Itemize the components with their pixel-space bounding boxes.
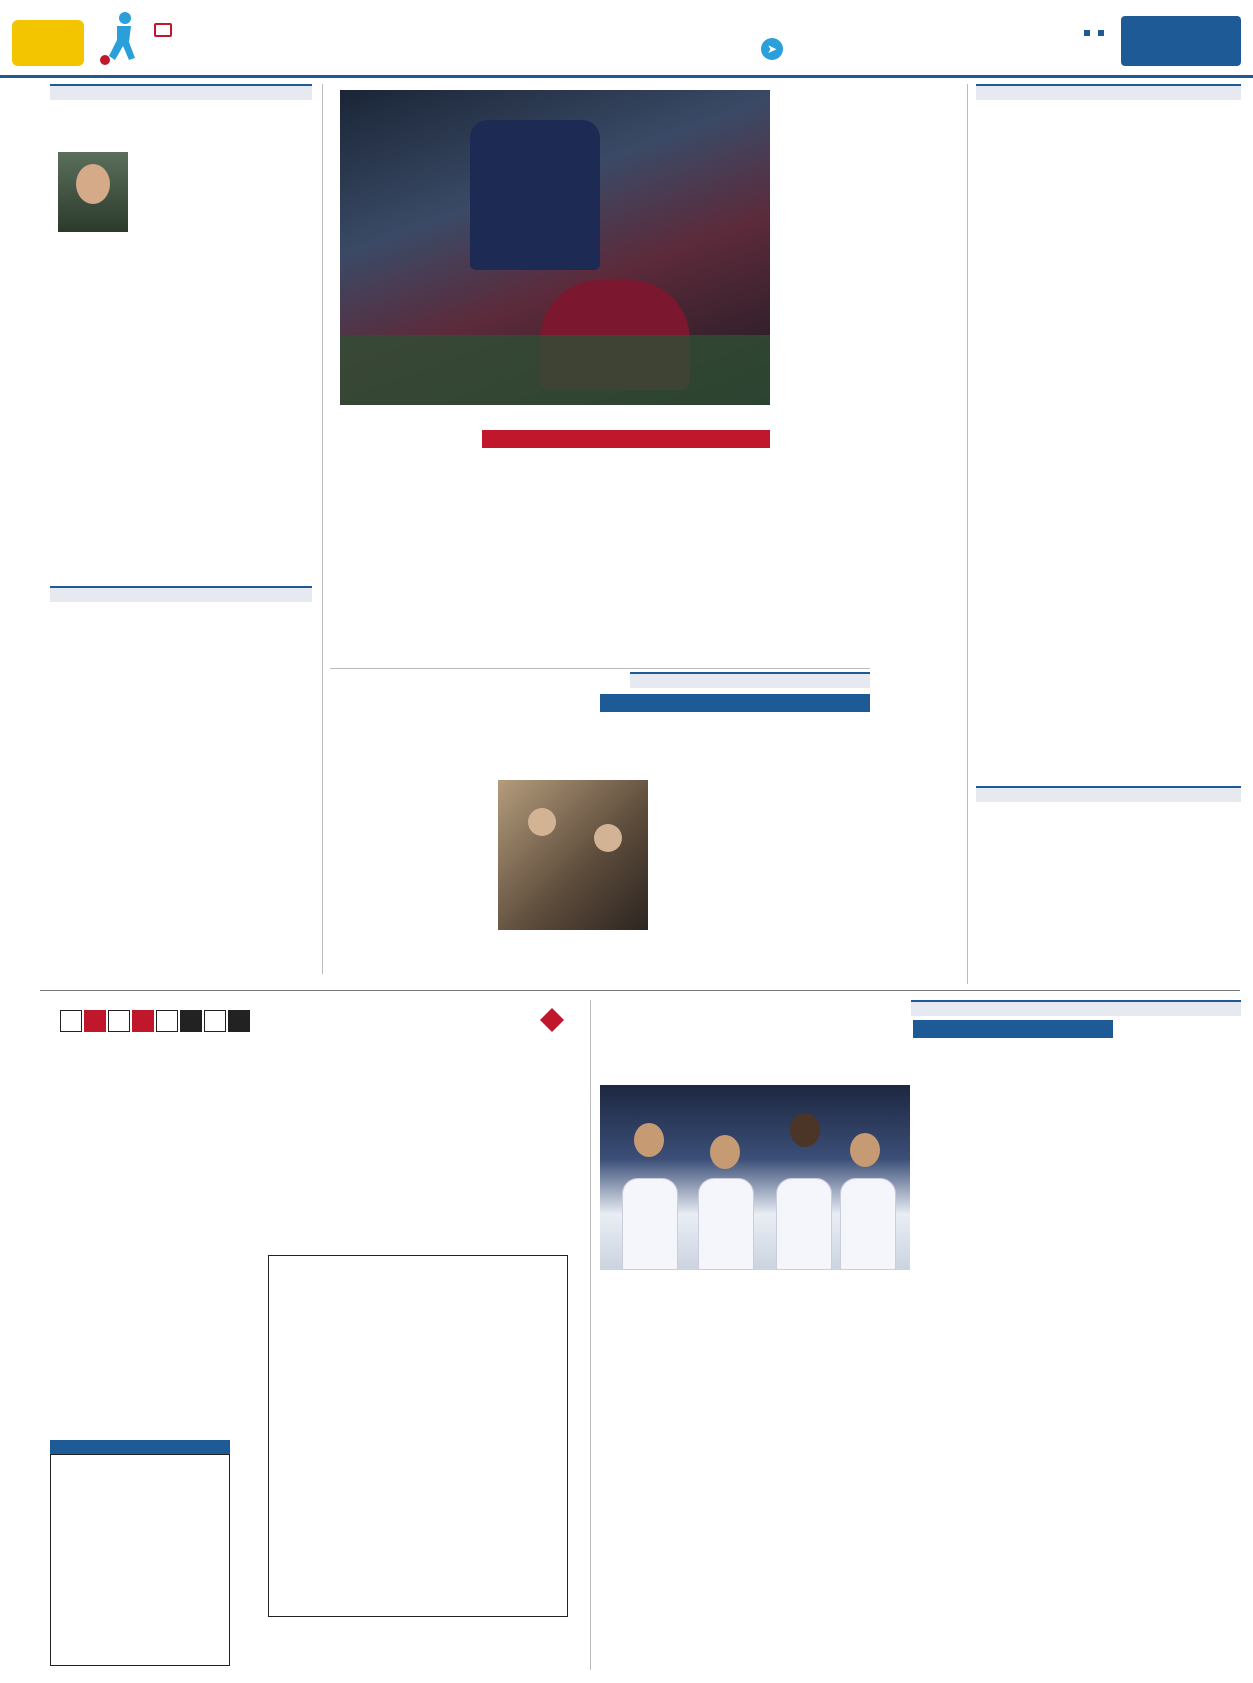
across-clues (300, 1036, 580, 1246)
column-tag (630, 672, 870, 688)
esteghlal-col-b (600, 1280, 910, 1670)
hero-caption-bar (482, 430, 770, 448)
telegram-icon: ➤ (761, 38, 783, 60)
column-short-news (50, 586, 312, 976)
mail-icon (154, 23, 172, 37)
page-number (12, 20, 84, 66)
bullet-icon (1084, 30, 1090, 36)
title-letter (228, 1010, 250, 1032)
crossword-title (50, 1010, 250, 1034)
title-digit (84, 1010, 106, 1032)
down-clues (50, 1036, 290, 1246)
esteghlal-tag (911, 1000, 1241, 1018)
hero-text-col-c (630, 500, 770, 660)
football-player-icon (95, 10, 143, 66)
title-digit (60, 1010, 82, 1032)
player-shirt (698, 1178, 754, 1270)
jersey-shape (470, 120, 600, 270)
column-tag (976, 84, 1241, 100)
esteghlal-col-a (911, 1100, 1241, 1670)
player-shirt (622, 1178, 678, 1270)
email-address[interactable] (150, 20, 172, 39)
player-head (850, 1133, 880, 1167)
title-digit (132, 1010, 154, 1032)
player-head (710, 1135, 740, 1169)
answer-title (50, 1440, 230, 1454)
title-letter (156, 1010, 178, 1032)
column-tag (911, 1000, 1241, 1016)
column-divider (967, 84, 968, 984)
player-shirt (776, 1178, 832, 1270)
title-digit (108, 1010, 130, 1032)
answer-grid (50, 1454, 230, 1666)
issue-line (1080, 26, 1108, 42)
pitch (340, 335, 770, 405)
crossword-grid[interactable] (268, 1255, 568, 1665)
column-tag (976, 786, 1241, 802)
person-face (594, 824, 622, 852)
author-face (76, 164, 110, 204)
author-photo (58, 152, 128, 232)
column-tag (50, 84, 312, 100)
column-news (976, 786, 1241, 976)
esteghlal-kicker-bar (913, 1020, 1113, 1038)
zavieh-col-b (330, 694, 592, 966)
grid-cells[interactable] (268, 1255, 568, 1617)
neymar-photo[interactable] (340, 90, 770, 405)
column-divider (322, 84, 323, 974)
newspaper-logo[interactable] (1121, 16, 1241, 66)
zavieh-headline-bar[interactable] (600, 694, 870, 712)
player-head (634, 1123, 664, 1157)
player-head (790, 1113, 820, 1147)
player-shirt (840, 1178, 896, 1270)
zavieh-tag (630, 672, 870, 690)
masthead (0, 0, 1253, 78)
column-tag (50, 586, 312, 602)
column-divider (590, 1000, 591, 1670)
page-divider (40, 990, 1240, 991)
esteghlal-team-photo[interactable] (600, 1085, 910, 1270)
section-divider (330, 668, 870, 669)
column-harf-hadis (976, 84, 1241, 746)
title-letter (204, 1010, 226, 1032)
hero-text-col-d (482, 500, 622, 660)
hero-text-col-a (780, 84, 868, 684)
title-letter (180, 1010, 202, 1032)
answer-box (50, 1440, 230, 1670)
bullet-icon (1098, 30, 1104, 36)
diamond-icon (540, 1008, 564, 1032)
